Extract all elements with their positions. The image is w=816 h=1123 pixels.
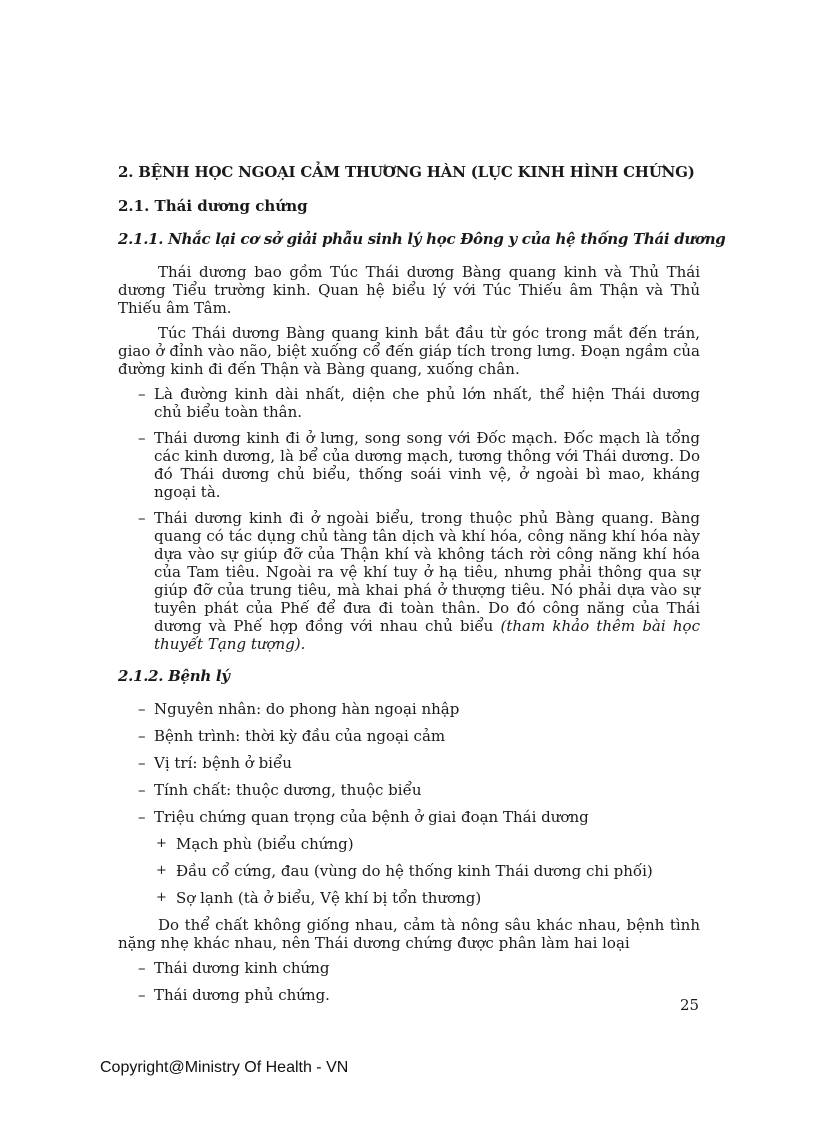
reference-note: (tham khảo thêm bài học thuyết Tạng tượng). bbox=[154, 617, 700, 653]
list-item: – Thái dương kinh đi ở lưng, song song với Đốc mạch. Đốc mạch là tổng các kinh dương, là bể của dương mạch, tương thông với Thái dương. Do đó Thái dương chủ biểu, thống soái vinh vệ, ở ngoài bì mao, kháng ngoại tà. bbox=[118, 429, 700, 501]
list-item: – Thái dương kinh chứng bbox=[118, 959, 700, 977]
symptom-item: + Đầu cổ cứng, đau (vùng do hệ thống kinh Thái dương chi phối) bbox=[118, 862, 700, 880]
list-item: – Là đường kinh dài nhất, diện che phủ lớn nhất, thể hiện Thái dương chủ biểu toàn thân. bbox=[118, 385, 700, 421]
symptom-item: + Mạch phù (biểu chứng) bbox=[118, 835, 700, 853]
subsection-title: 2.1. Thái dương chứng bbox=[118, 197, 308, 215]
paragraph-1: Thái dương bao gồm Túc Thái dương Bàng quang kinh và Thủ Thái dương Tiểu trường kinh. Quan hệ biểu lý với Túc Thiếu âm Thận và Thủ Thiếu âm Tâm. bbox=[118, 263, 700, 317]
list-item: – Triệu chứng quan trọng của bệnh ở giai đoạn Thái dương bbox=[118, 808, 700, 826]
classification-list bbox=[118, 959, 700, 1004]
list-item: – Thái dương phủ chứng. bbox=[118, 986, 700, 1004]
symptom-item: + Sợ lạnh (tà ở biểu, Vệ khí bị tổn thương) bbox=[118, 889, 700, 907]
paragraph-3: Do thể chất không giống nhau, cảm tà nông sâu khác nhau, bệnh tình nặng nhẹ khác nhau, nên Thái dương chứng được phân làm hai loại bbox=[118, 916, 700, 952]
pathology-list bbox=[118, 700, 700, 907]
page-number: 25 bbox=[680, 996, 700, 1014]
list-item: – Vị trí: bệnh ở biểu bbox=[118, 754, 700, 772]
subsubsection-title-2: 2.1.2. Bệnh lý bbox=[118, 667, 230, 685]
page-body bbox=[118, 163, 726, 1013]
list-item: – Bệnh trình: thời kỳ đầu của ngoại cảm bbox=[118, 727, 700, 745]
anatomy-list bbox=[118, 385, 700, 653]
section-title: 2. BỆNH HỌC NGOẠI CẢM THƯƠNG HÀN (LỤC KINH HÌNH CHỨNG) bbox=[118, 163, 695, 181]
list-item-text: Thái dương kinh đi ở ngoài biểu, trong thuộc phủ Bàng quang. Bàng quang có tác dụng chủ tàng tân dịch và khí hóa, công năng khí hóa này dựa vào sự giúp đỡ của Thận khí và không tách rời công năng khí hóa của Tam tiêu. Ngoài ra vệ khí tuy ở hạ tiêu, nhưng phải thông qua sự giúp đỡ của trung tiêu, mà khai phá ở thượng tiêu. Nó phải dựa vào sự tuyên phát của Phế để đưa đi toàn thân. Do đó công năng của Thái dương và Phế hợp đồng với nhau chủ biểu bbox=[154, 509, 700, 635]
paragraph-2: Túc Thái dương Bàng quang kinh bắt đầu từ góc trong mắt đến trán, giao ở đỉnh vào não, biệt xuống cổ đến giáp tích trong lưng. Đoạn ngầm của đường kinh đi đến Thận và Bàng quang, xuống chân. bbox=[118, 324, 700, 378]
copyright-footer: Copyright@Ministry Of Health - VN bbox=[100, 1059, 349, 1076]
list-item bbox=[118, 509, 700, 653]
list-item: – Tính chất: thuộc dương, thuộc biểu bbox=[118, 781, 700, 799]
list-item: – Nguyên nhân: do phong hàn ngoại nhập bbox=[118, 700, 700, 718]
subsubsection-title-1: 2.1.1. Nhắc lại cơ sở giải phẫu sinh lý học Đông y của hệ thống Thái dương bbox=[118, 230, 726, 248]
